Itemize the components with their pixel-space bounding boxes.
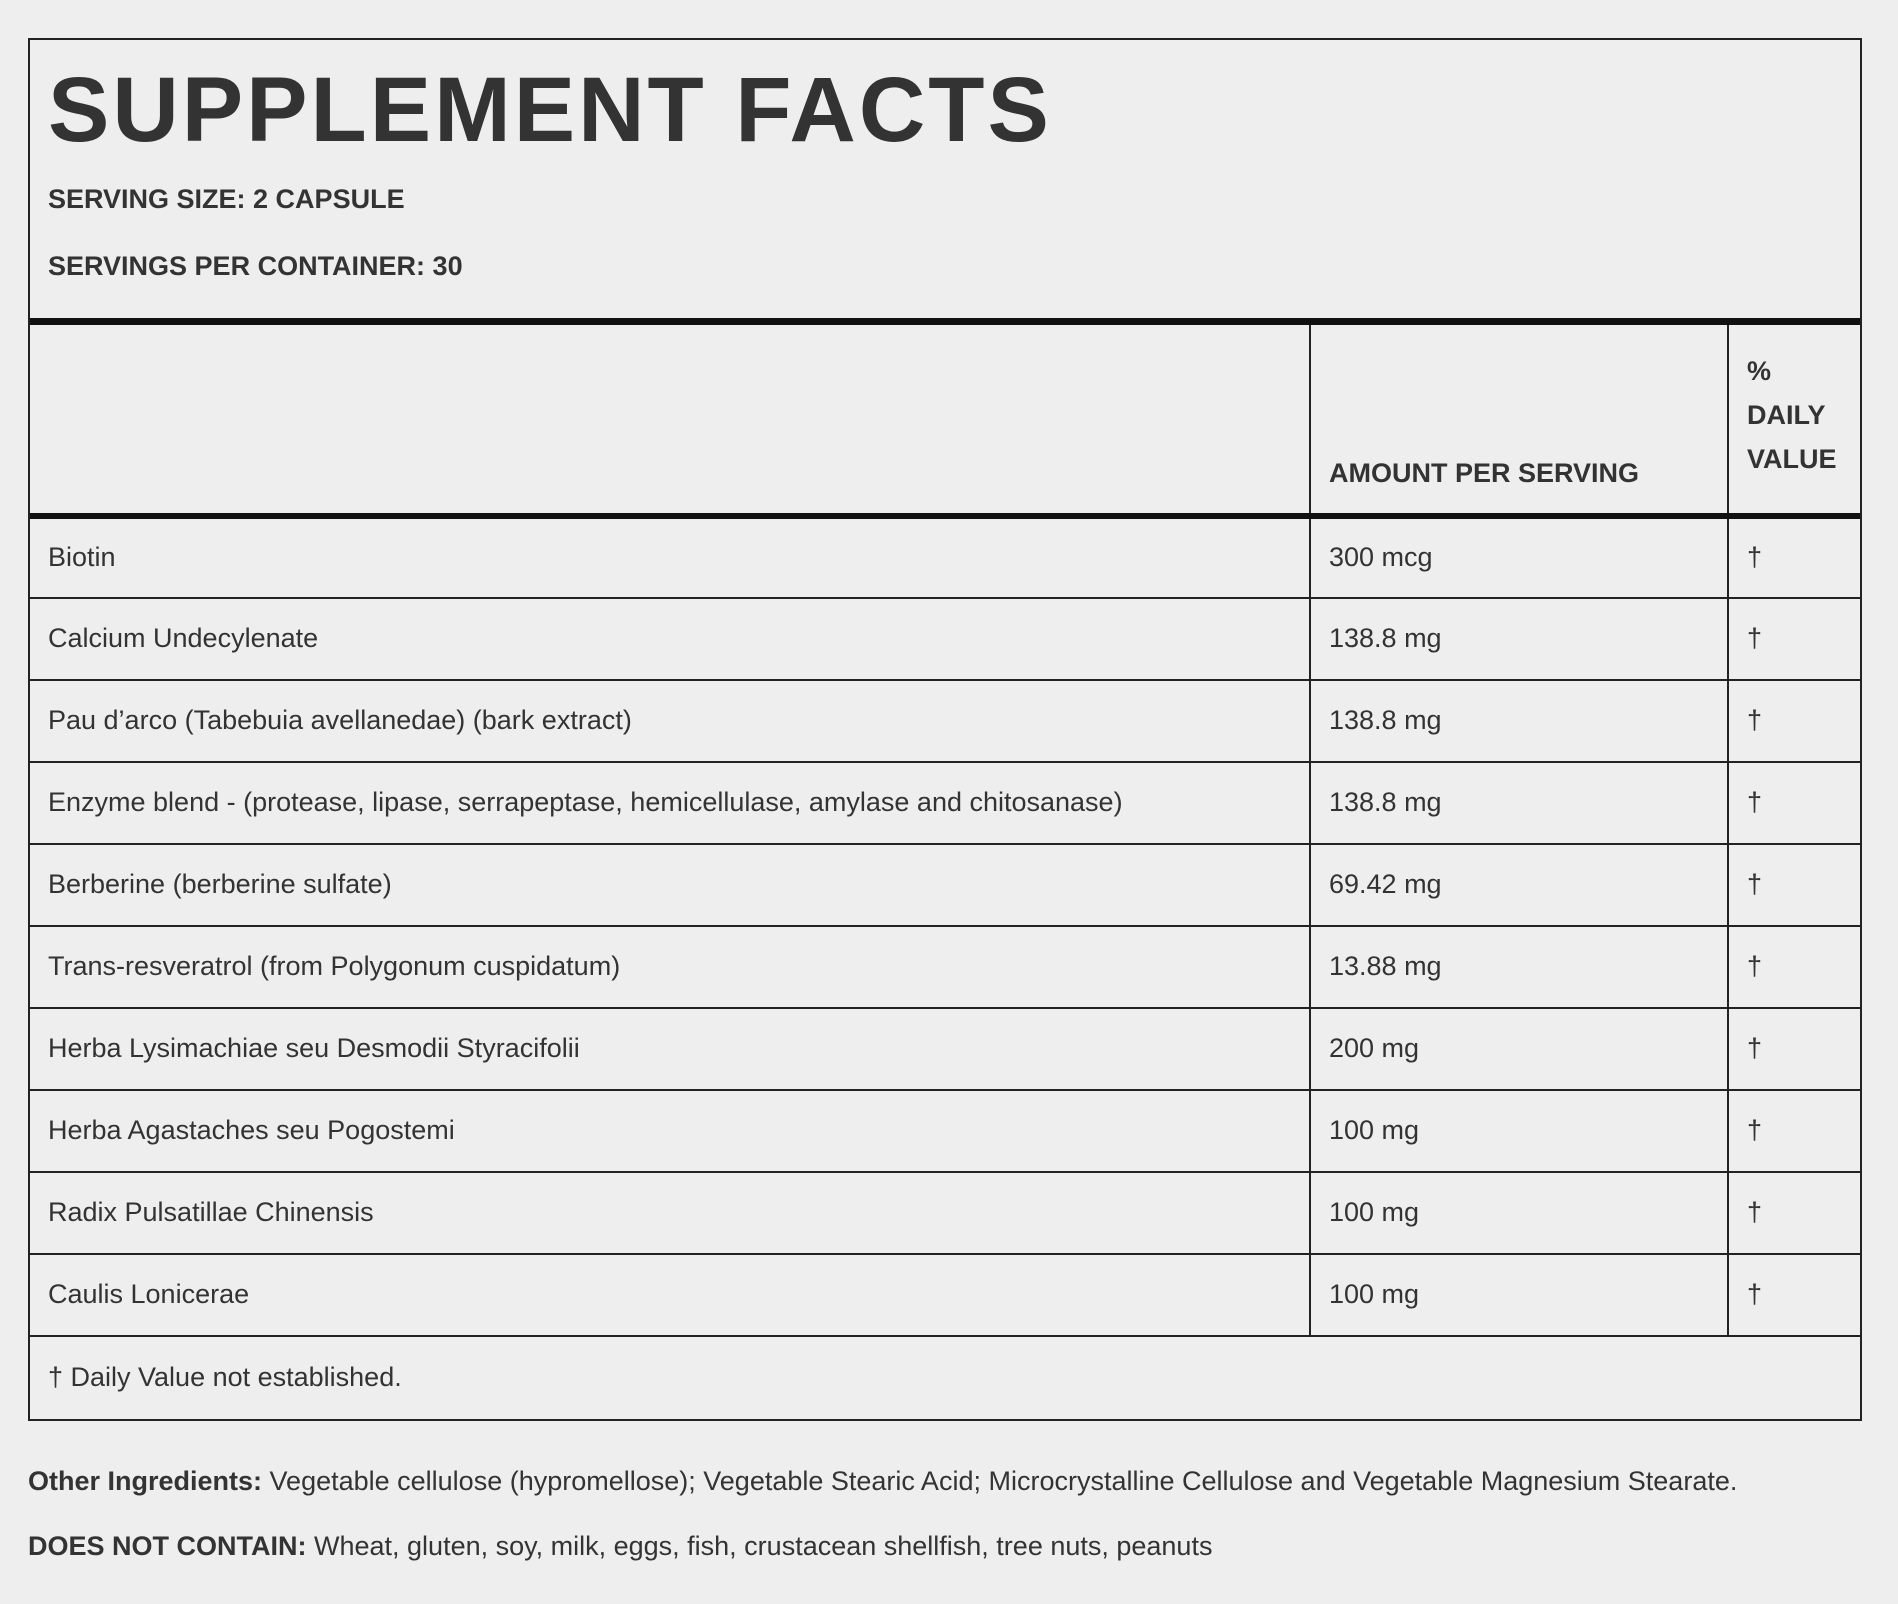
ingredient-daily-value: † xyxy=(1728,516,1860,598)
daily-value-footnote: † Daily Value not established. xyxy=(30,1336,1860,1419)
other-ingredients xyxy=(28,1466,1737,1497)
ingredient-daily-value: † xyxy=(1728,762,1860,844)
daily-value-header-line: DAILY xyxy=(1747,400,1826,430)
table-row xyxy=(30,1254,1860,1336)
ingredient-daily-value: † xyxy=(1728,926,1860,1008)
serving-size: SERVING SIZE: 2 CAPSULE xyxy=(48,184,405,214)
ingredient-name: Radix Pulsatillae Chinensis xyxy=(30,1172,1310,1254)
does-not-contain xyxy=(28,1531,1212,1562)
ingredient-name: Caulis Lonicerae xyxy=(30,1254,1310,1336)
ingredient-name: Berberine (berberine sulfate) xyxy=(30,844,1310,926)
servings-per-container: SERVINGS PER CONTAINER: 30 xyxy=(48,251,463,281)
other-ingredients-text: Vegetable cellulose (hypromellose); Vegetable Stearic Acid; Microcrystalline Cellulose and Vegetable Magnesium Stearate. xyxy=(262,1466,1738,1496)
other-ingredients-label: Other Ingredients: xyxy=(28,1466,263,1496)
ingredient-amount: 138.8 mg xyxy=(1310,762,1728,844)
ingredient-daily-value: † xyxy=(1728,598,1860,680)
does-not-contain-label: DOES NOT CONTAIN: xyxy=(28,1531,307,1561)
panel-header xyxy=(30,40,1860,318)
amount-column-header: AMOUNT PER SERVING xyxy=(1310,322,1728,516)
ingredient-amount: 13.88 mg xyxy=(1310,926,1728,1008)
ingredient-amount: 69.42 mg xyxy=(1310,844,1728,926)
table-header-row xyxy=(30,322,1860,516)
table-row xyxy=(30,598,1860,680)
ingredient-amount: 100 mg xyxy=(1310,1172,1728,1254)
ingredient-name: Pau d’arco (Tabebuia avellanedae) (bark extract) xyxy=(30,680,1310,762)
ingredient-column-header xyxy=(30,322,1310,516)
ingredient-daily-value: † xyxy=(1728,680,1860,762)
ingredient-amount: 138.8 mg xyxy=(1310,680,1728,762)
ingredient-name: Enzyme blend - (protease, lipase, serrapeptase, hemicellulase, amylase and chitosanase) xyxy=(30,762,1310,844)
ingredient-name: Calcium Undecylenate xyxy=(30,598,1310,680)
ingredient-amount: 300 mcg xyxy=(1310,516,1728,598)
table-row xyxy=(30,844,1860,926)
table-row xyxy=(30,1172,1860,1254)
ingredient-daily-value: † xyxy=(1728,1090,1860,1172)
ingredient-amount: 100 mg xyxy=(1310,1254,1728,1336)
table-row xyxy=(30,516,1860,598)
ingredient-daily-value: † xyxy=(1728,1008,1860,1090)
table-row xyxy=(30,762,1860,844)
ingredient-amount: 138.8 mg xyxy=(1310,598,1728,680)
table-row xyxy=(30,926,1860,1008)
ingredient-name: Trans-resveratrol (from Polygonum cuspidatum) xyxy=(30,926,1310,1008)
page-title: SUPPLEMENT FACTS xyxy=(48,59,1052,161)
table-row xyxy=(30,1008,1860,1090)
daily-value-header-line: VALUE xyxy=(1747,444,1837,474)
facts-table xyxy=(30,318,1860,1419)
ingredient-amount: 100 mg xyxy=(1310,1090,1728,1172)
ingredient-daily-value: † xyxy=(1728,844,1860,926)
ingredient-daily-value: † xyxy=(1728,1172,1860,1254)
ingredient-name: Biotin xyxy=(48,542,116,572)
ingredient-amount: 200 mg xyxy=(1310,1008,1728,1090)
daily-value-header-line: % xyxy=(1747,356,1772,386)
daily-value-column-header xyxy=(1728,322,1860,516)
footnote-row xyxy=(30,1336,1860,1419)
does-not-contain-text: Wheat, gluten, soy, milk, eggs, fish, crustacean shellfish, tree nuts, peanuts xyxy=(306,1531,1213,1561)
table-row xyxy=(30,680,1860,762)
table-row xyxy=(30,1090,1860,1172)
ingredient-name: Herba Lysimachiae seu Desmodii Styracifolii xyxy=(30,1008,1310,1090)
ingredient-name: Herba Agastaches seu Pogostemi xyxy=(30,1090,1310,1172)
ingredient-daily-value: † xyxy=(1728,1254,1860,1336)
supplement-facts-panel xyxy=(28,38,1862,1421)
